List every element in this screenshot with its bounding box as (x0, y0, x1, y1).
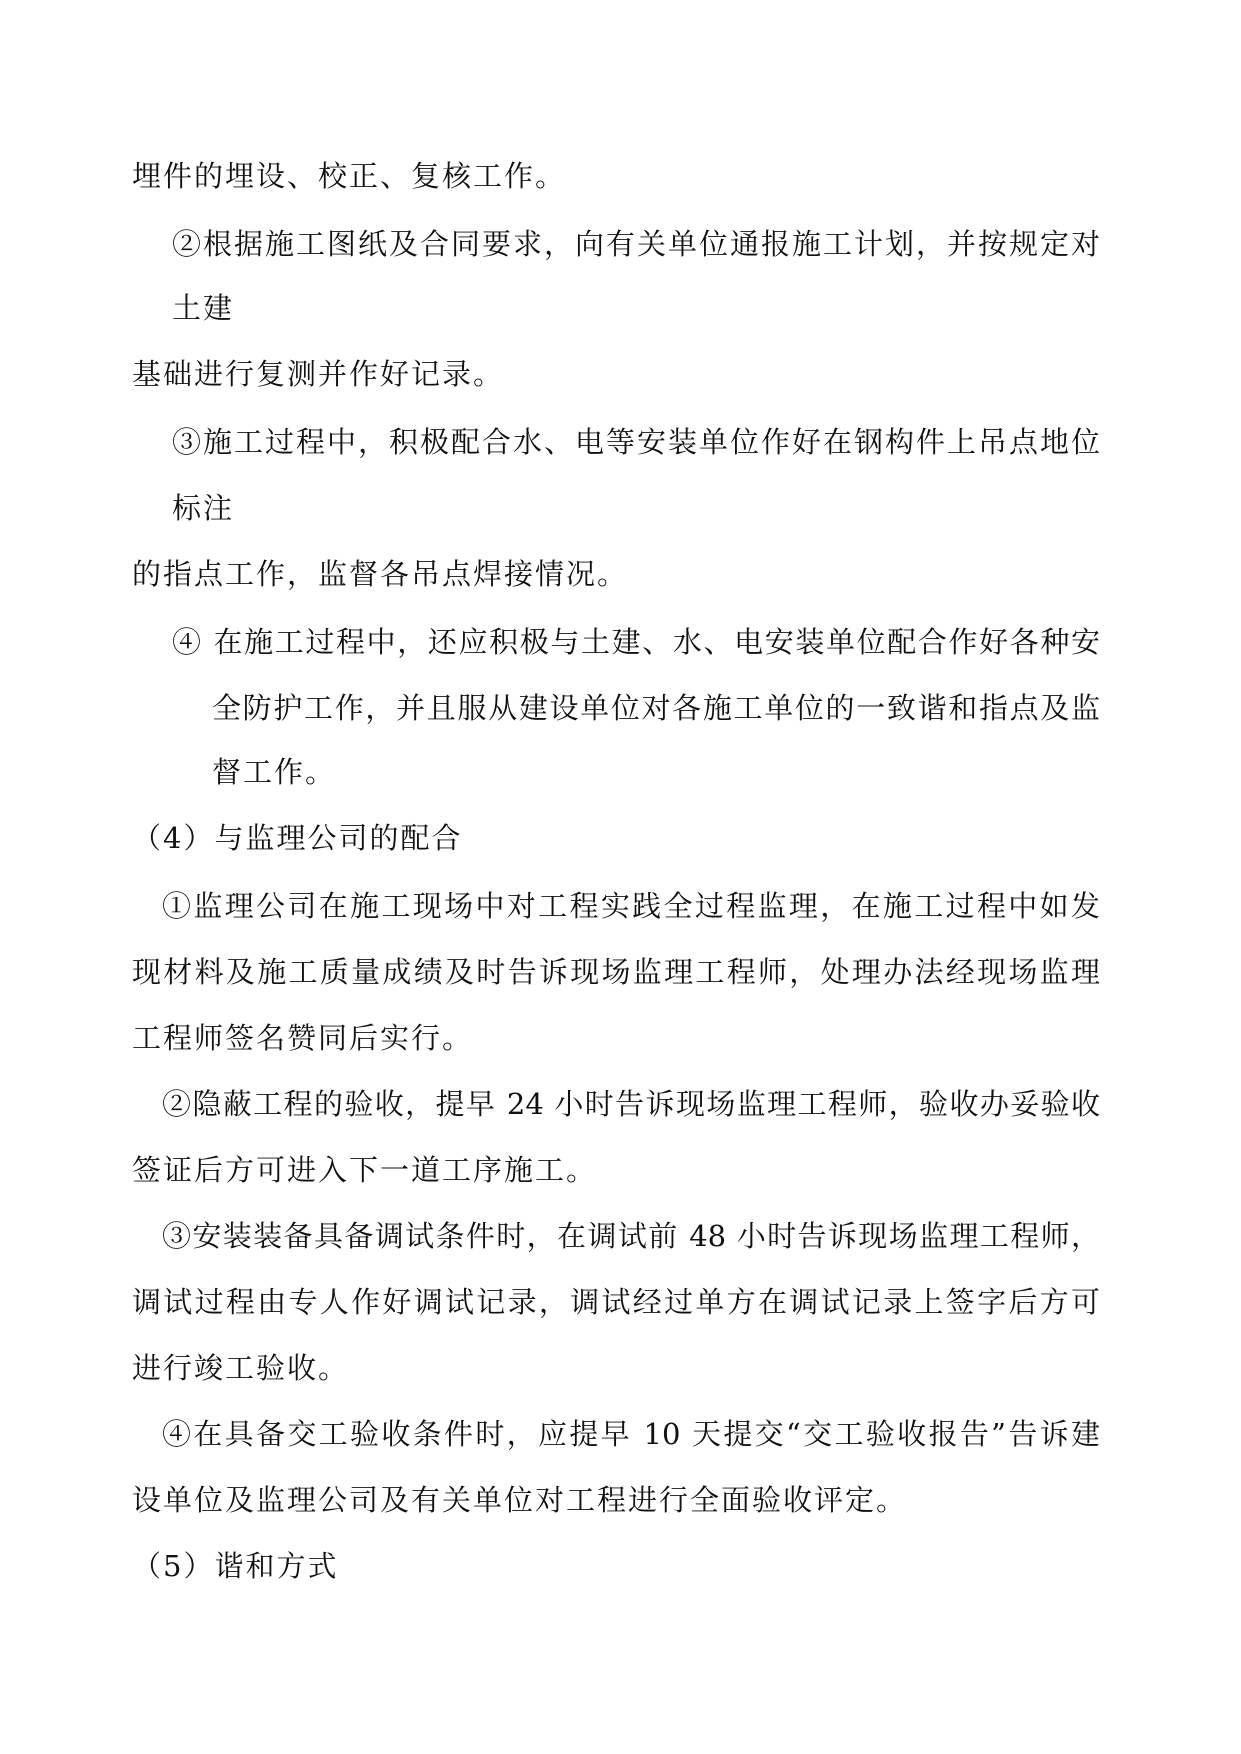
text-line-10: 督工作。 (212, 755, 337, 789)
text-line-20: ④在具备交工验收条件时，应提早 10 天提交“交工验收报告”告诉建 (162, 1417, 1100, 1451)
text-line-14: 工程师签名赞同后实行。 (132, 1021, 474, 1055)
text-line-8: ④ 在施工过程中，还应积极与土建、水、电安装单位配合作好各种安 (172, 625, 1100, 659)
text-line-3: 土建 (172, 291, 235, 325)
text-line-1: 埋件的埋设、校正、复核工作。 (132, 159, 567, 193)
text-line-4: 基础进行复测并作好记录。 (132, 357, 505, 391)
text-line-17: ③安装装备具备调试条件时，在调试前 48 小时告诉现场监理工程师， (162, 1219, 1100, 1253)
text-line-5: ③施工过程中，积极配合水、电等安装单位作好在钢构件上吊点地位 (172, 425, 1100, 459)
text-line-9: 全防护工作，并且服从建设单位对各施工单位的一致谐和指点及监 (212, 691, 1100, 725)
text-line-13: 现材料及施工质量成绩及时告诉现场监理工程师，处理办法经现场监理 (132, 955, 1100, 989)
text-line-12: ①监理公司在施工现场中对工程实践全过程监理，在施工过程中如发 (162, 889, 1100, 923)
text-line-19: 进行竣工验收。 (132, 1351, 350, 1385)
text-line-6: 标注 (172, 491, 235, 525)
text-line-18: 调试过程由专人作好调试记录，调试经过单方在调试记录上签字后方可 (132, 1285, 1100, 1319)
section-heading-5: （5）谐和方式 (132, 1549, 339, 1583)
text-line-16: 签证后方可进入下一道工序施工。 (132, 1153, 598, 1187)
text-line-2: ②根据施工图纸及合同要求，向有关单位通报施工计划，并按规定对 (172, 227, 1100, 261)
text-line-21: 设单位及监理公司及有关单位对工程进行全面验收评定。 (132, 1483, 908, 1517)
text-line-15: ②隐蔽工程的验收，提早 24 小时告诉现场监理工程师，验收办妥验收 (162, 1087, 1100, 1121)
section-heading-4: （4）与监理公司的配合 (132, 821, 463, 855)
text-line-7: 的指点工作，监督各吊点焊接情况。 (132, 557, 629, 591)
